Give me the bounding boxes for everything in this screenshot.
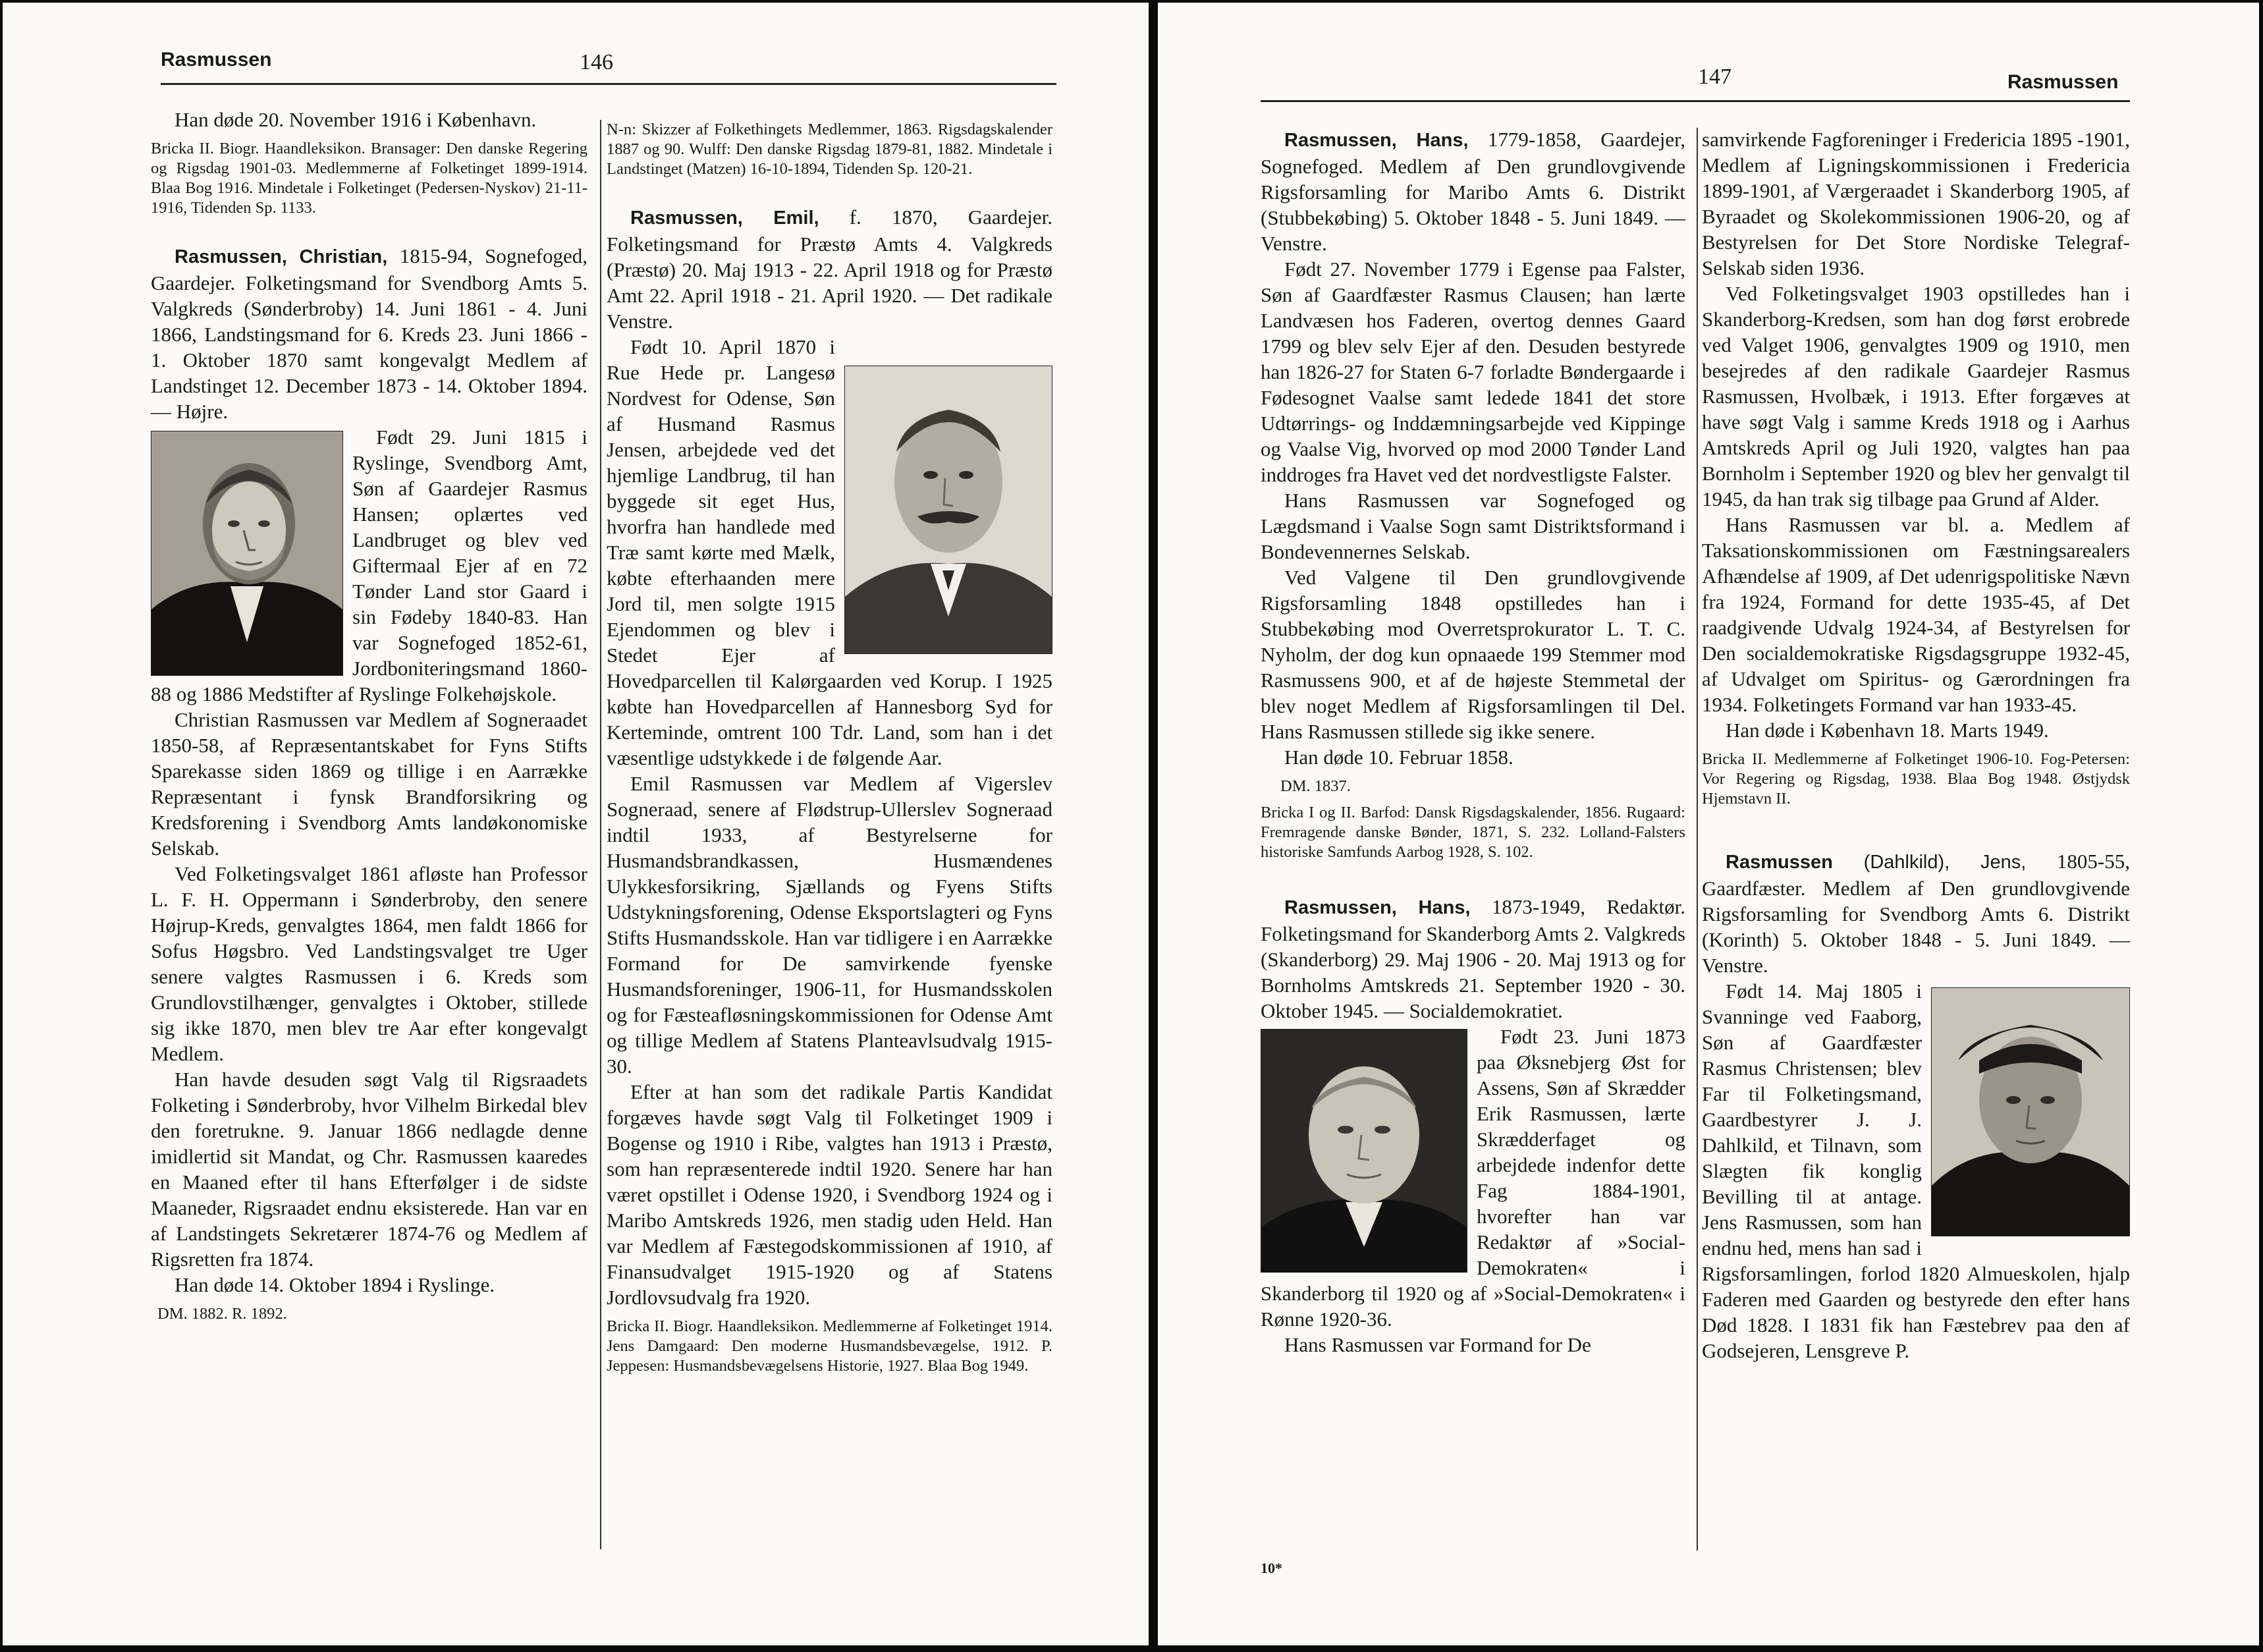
column-divider xyxy=(600,120,601,1549)
entry-name-jens: Rasmussen xyxy=(1726,852,1833,873)
entry-intro: 1873-1949, Redaktør. Folketingsmand for Skanderborg Amts 2. Valgkreds (Skanderborg) 29. Maj 1906 - 20. Maj 1913 og for Bornholms Amtskreds 21. September 1920 - 30. Oktober 1945. — Socialdemokratiet. xyxy=(1261,895,1685,1022)
christian-born: Født 29. Juni 1815 i Ryslinge, Svendborg Amt, Søn af Gaardejer Rasmus Hansen; oplærtes ved Landbruget og blev ved Giftermaal Ejer af en 72 Tønder Land stor Gaard i sin Fødeby 1840-83. Han var Sognefoged 1852-61, Jordboniteringsmand 1860-88 og 1886 Medstifter af Ryslinge Folkehøjskole. xyxy=(151,426,587,705)
header-rule xyxy=(1261,100,2130,102)
emil-p2: Emil Rasmussen var Medlem af Vigerslev Sogneraad, senere af Flødstrup-Ullerslev Sogneraad indtil 1933, af Bestyrelserne for Husmandsbrandkassen, Husmændenes Ulykkesforsikring, Sjællands og Fyens Stifts Udstykningsforening, Odense Eksportslagteri og Fyns Stifts Husmandsskole. Han var tidligere i en Aarrække Formand for De samvirkende fyenske Husmandsforeninger, 1906-11, for Husmandsskolen og for Fæsteafløsningskommissionen for Odense Amt og tillige Medlem af Statens Planteavlsudvalg 1915-30. xyxy=(607,772,1052,1078)
portrait-jens-rasmussen xyxy=(1931,987,2130,1236)
hans2-death: Han døde i København 18. Marts 1949. xyxy=(1726,719,2049,742)
page-number: 147 xyxy=(1698,65,1731,89)
left-page-column-1 xyxy=(151,107,587,1324)
emil-p3: Efter at han som det radikale Partis Kandidat forgæves havde søgt Valg til Folketinget 1909 i Bogense og 1910 i Ribe, valgtes han 1913 i Præstø, som han repræsenterede indtil 1920. Senere har han været opstillet i Odense 1920, i Svendborg 1924 og i Maribo Amtskreds 1926, men stadig uden Held. Han var Medlem af Fæstegodskommissionen af 1910, af Finansudvalget 1915-1920 og af Statens Jordlovsudvalg fra 1920. xyxy=(607,1080,1052,1309)
hans1-death: Han døde 10. Februar 1858. xyxy=(1284,746,1513,769)
references: Bricka II. Biogr. Haandleksikon. Bransager: Den danske Regering og Rigsdag 1901-03. Medlemmerne af Folketinget 1899-1914. Blaa Bog 1916. Mindetale i Folketinget (Pedersen-Nyskov) 21-11-1916, Tidenden Sp. 1133. xyxy=(151,140,587,217)
christian-p4: Han havde desuden søgt Valg til Rigsraadets Folketing i Sønderbroby, hvor Vilhelm Birkedal blev den foretrukne. 9. Januar 1866 nedlagde denne imidlertid sit Mandat, og Chr. Rasmussen kaaredes en Maaned efter til hans Efterfølger i de sidste Maaneder, Rigsraadet endnu eksisterede. Han var en af Landstingets Sekretærer 1874-76 og Medlem af Rigsretten fra 1874. xyxy=(151,1068,587,1271)
portrait-emil-rasmussen xyxy=(844,366,1052,654)
entry-name-christian: Rasmussen, Christian, xyxy=(175,246,388,267)
death-note: Han døde 20. November 1916 i København. xyxy=(175,108,537,131)
entry-intro: f. 1870, Gaardejer. Folketingsmand for Præstø Amts 4. Valgkreds (Præstø) 20. Maj 1913 - 22. April 1918 og for Præstø Amt 22. April 1918 - 21. April 1920. — Det radikale Venstre. xyxy=(607,206,1053,333)
hans2-refs: Bricka II. Medlemmerne af Folketinget 1906-10. Fog-Petersen: Vor Regering og Rigsdag, 1938. Blaa Bog 1948. Østjydsk Hjemstavn II. xyxy=(1702,750,2130,808)
signature-mark: 10* xyxy=(1261,1560,1282,1576)
hans2-p3: Ved Folketingsvalget 1903 opstilledes han i Skanderborg-Kredsen, som han dog først erobrede ved Valget 1906, genvalgtes 1909 og 1910, men besejredes af den radikale Gaardejer Rasmus Rasmussen, Hvolbæk, i 1913. Efter forgæves at have søgt Valg i samme Kreds 1918 og i Aarhus Amtskreds April og Juli 1920, valgtes han paa Bornholm i September 1920 og blev her genvalgt til 1945, da han trak sig tilbage paa Grund af Alder. xyxy=(1702,282,2130,510)
hans1-born: Født 27. November 1779 i Egense paa Falster, Søn af Gaardfæster Rasmus Clausen; han lærte Landvæsen hos Faderen, overtog dennes Gaard 1799 og blev selv Ejer af den. Desuden bestyrede han 1826-27 for Staten 6-7 forladte Bøndergaarde i Fødesognet Vaalse samt ledede 1841 det store Udtørrings- og Inddæmningsarbejde ved Kippinge og Vaalse Vig, hvorved op mod 2000 Tønder Land inddroges fra Havet ved det nordvestligste Falster. xyxy=(1261,258,1685,486)
christian-death: Han døde 14. Oktober 1894 i Ryslinge. xyxy=(175,1273,495,1296)
hans2-born: Født 23. Juni 1873 paa Øksnebjerg Øst for Assens, Søn af Skrædder Erik Rasmussen, lærte Skrædderfaget og arbejdede indenfor dette Fag 1884-1901, hvorefter han var Redaktør af »Social-Demokraten« i Skanderborg til 1920 og af »Social-Demokraten« i Rønne 1920-36. xyxy=(1261,1025,1685,1331)
entry-name-hans-1873: Rasmussen, Hans, xyxy=(1284,897,1471,918)
entry-name-jens-suffix: (Dahlkild), Jens, xyxy=(1832,852,2027,873)
christian-refs: DM. 1882. R. 1892. xyxy=(157,1305,287,1323)
hans2-p2-start: Hans Rasmussen var Formand for De xyxy=(1284,1333,1591,1356)
hans1-refs: Bricka I og II. Barfod: Dansk Rigsdagskalender, 1856. Rugaard: Fremragende danske Bønder, 1871, S. 232. Lolland-Falsters historiske Samfunds Aarbog 1928, S. 102. xyxy=(1261,804,1685,861)
right-page xyxy=(1158,3,2259,1645)
right-page-column-1 xyxy=(1261,126,1685,1358)
entry-intro: 1805-55, Gaardfæster. Medlem af Den grundlovgivende Rigsforsamling for Svendborg Amts 6. Distrikt (Korinth) 5. Oktober 1848 - 5. Juni 1849. — Venstre. xyxy=(1702,850,2130,977)
emil-born: Født 10. April 1870 i Rue Hede pr. Langesø Nordvest for Odense, Søn af Husmand Rasmus Jensen, arbejdede ved det hjemlige Landbrug, til han byggede sit eget Hus, hvorfra han handlede med Træ samt kørte med Mælk, købte efterhaanden mere Jord til, men solgte 1915 Ejendommen og blev i Stedet Ejer af Hovedparcellen til Kalørgaarden ved Korup. I 1925 købte han Hovedparcellen af Hannesborg Syd for Kerteminde, omtrent 100 Tdr. Land, som han i det væsentlige udstykkede i de følgende Aar. xyxy=(607,335,1052,769)
christian-p2: Christian Rasmussen var Medlem af Sogneraadet 1850-58, af Repræsentantskabet for Fyns Stifts Sparekasse siden 1869 og tillige i en Aarrække Repræsentant i fynsk Brandforsikring og Kredsforening i Svendborg Amts landøkonomiske Selskab. xyxy=(151,708,587,860)
hans2-p4: Hans Rasmussen var bl. a. Medlem af Taksationskommissionen om Fæstningsarealers Afhændelse af 1909, af Det udenrigspolitiske Nævn fra 1924, Formand for dette 1935-45, af Det raadgivende Udvalg 1924-34, af Bestyrelsen for Den socialdemokratiske Rigsdagsgruppe 1932-45, af Udvalget om Spiritus- og Gærordningen fra 1934. Folketingets Formand var han 1933-45. xyxy=(1702,513,2130,716)
right-page-column-2 xyxy=(1702,126,2130,1363)
hans1-dm: DM. 1837. xyxy=(1280,777,1351,795)
portrait-hans-rasmussen xyxy=(1261,1029,1467,1273)
running-header-name: Rasmussen xyxy=(161,49,272,70)
hans1-p2: Hans Rasmussen var Sognefoged og Lægdsmand i Vaalse Sogn samt Distriktsformand i Bondevennernes Selskab. xyxy=(1261,489,1685,563)
entry-intro: 1779-1858, Gaardejer, Sognefoged. Medlem af Den grundlovgivende Rigsforsamling for Maribo Amts 6. Distrikt (Stubbekøbing) 5. Oktober 1848 - 5. Juni 1849. — Venstre. xyxy=(1261,128,1685,255)
running-header-name: Rasmussen xyxy=(2007,71,2119,93)
references-top: N-n: Skizzer af Folkethingets Medlemmer, 1863. Rigsdagskalender 1887 og 90. Wulff: Den danske Rigsdag 1879-81, 1882. Mindetale i Landstinget (Matzen) 16-10-1894, Tidenden Sp. 120-21. xyxy=(607,121,1052,178)
entry-name-hans-1779: Rasmussen, Hans, xyxy=(1284,130,1469,151)
left-page-column-2 xyxy=(607,117,1052,1376)
christian-p3: Ved Folketingsvalget 1861 afløste han Professor L. F. H. Oppermann i Sønderbroby, den senere Højrup-Kreds, genvalgtes 1864, men faldt 1866 for Sofus Høgsbro. Ved Landstingsvalget tre Uger senere valgtes Rasmussen i 6. Kreds som Grundlovstilhænger, genvalgtes i Oktober, stillede sig ikke 1870, men blev tre Aar efter kongevalgt Medlem. xyxy=(151,862,587,1065)
entry-name-emil: Rasmussen, Emil, xyxy=(630,207,819,229)
header-rule xyxy=(161,83,1056,85)
jens-born: Født 14. Maj 1805 i Svanninge ved Faaborg, Søn af Gaardfæster Rasmus Christensen; blev Far til Folketingsmand, Gaardbestyrer J. J. Dahlkild, et Tilnavn, som Slægten fik konglig Bevilling til at antage. Jens Rasmussen, som han endnu hed, mens han sad i Rigsforsamlingen, forlod 1820 Almueskolen, hjalp Faderen med Gaarden og bestyrede den efter hans Død 1828. I 1831 fik han Fæstebrev paa den af Godsejeren, Lensgreve P. xyxy=(1702,979,2130,1362)
emil-refs: Bricka II. Biogr. Haandleksikon. Medlemmerne af Folketinget 1914. Jens Damgaard: Den moderne Husmandsbevægelse, 1912. P. Jeppesen: Husmandsbevægelsens Historie, 1927. Blaa Bog 1949. xyxy=(607,1317,1052,1375)
entry-intro: 1815-94, Sognefoged, Gaardejer. Folketingsmand for Svendborg Amts 5. Valgkreds (Sønderbroby) 14. Juni 1861 - 4. Juni 1866, Landstingsmand for 6. Kreds 23. Juni 1866 - 1. Oktober 1870 samt kongevalgt Medlem af Landstinget 12. December 1873 - 14. Oktober 1894. — Højre. xyxy=(151,244,588,423)
portrait-christian-rasmussen xyxy=(151,431,343,676)
hans1-p3: Ved Valgene til Den grundlovgivende Rigsforsamling 1848 opstilledes han i Stubbekøbing mod Overretsprokurator L. T. C. Nyholm, der dog kun opnaaede 199 Stemmer mod Rasmussens 900, et af de højeste Stemmetal der blev noget Medlem af Rigsforsamlingen til Del. Hans Rasmussen stillede sig ikke senere. xyxy=(1261,566,1685,743)
page-number: 146 xyxy=(580,50,613,74)
hans2-p2-cont: samvirkende Fagforeninger i Fredericia 1895 -1901, Medlem af Ligningskommissionen i Fredericia 1899-1901, af Værgeraadet i Skanderborg 1905, af Byraadet og Skolekommissionen 1906-20, og af Bestyrelsen for Det Store Nordiske Telegraf-Selskab siden 1936. xyxy=(1702,128,2130,279)
column-divider xyxy=(1697,128,1698,1551)
left-page xyxy=(3,3,1149,1645)
